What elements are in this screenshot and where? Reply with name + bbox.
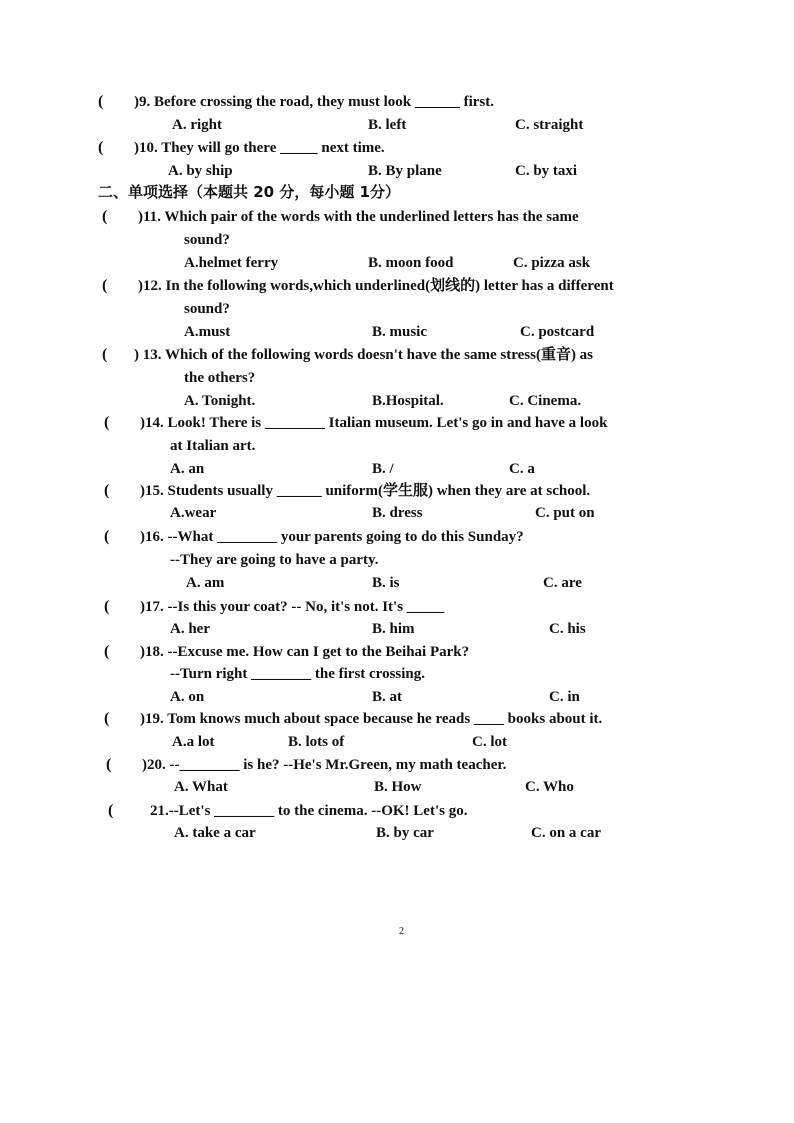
option-b: B. at (372, 689, 402, 705)
option-a: A. What (174, 779, 228, 795)
question-12-cont: sound? (184, 301, 230, 317)
answer-paren: ( (98, 139, 104, 156)
option-c: C. pizza ask (513, 255, 591, 271)
option-b: B. him (372, 621, 415, 637)
option-a: A.helmet ferry (184, 255, 279, 271)
option-b: B. by car (376, 825, 434, 841)
option-a: A.a lot (172, 734, 215, 750)
option-b: B. dress (372, 505, 423, 521)
question-14: )14. Look! There is ________ Italian museum. Let's go in and have a look (140, 415, 608, 431)
answer-paren: ( (106, 756, 112, 773)
question-13: ) 13. Which of the following words doesn't have the same stress(重音) as (134, 347, 594, 363)
question-17: )17. --Is this your coat? -- No, it's not. It's _____ (140, 599, 445, 615)
option-a: A. Tonight. (184, 393, 256, 409)
option-c: C. his (549, 621, 586, 637)
page-number: 2 (399, 926, 404, 937)
answer-paren: ( (104, 482, 110, 499)
question-13-cont: the others? (184, 370, 256, 386)
section-heading: 二、单项选择（本题共 20 分，每小题 1分） (98, 183, 400, 201)
option-c: C. postcard (520, 324, 595, 340)
answer-paren: ( (108, 802, 114, 819)
option-b: B. By plane (368, 163, 442, 179)
answer-paren: ( (104, 528, 110, 545)
option-c: C. put on (535, 505, 595, 521)
question-11-cont: sound? (184, 232, 230, 248)
answer-paren: ( (104, 414, 110, 431)
answer-paren: ( (104, 598, 110, 615)
option-b: B. is (372, 575, 400, 591)
question-12: )12. In the following words,which underlined(划线的) letter has a different (138, 278, 614, 294)
option-c: C. on a car (531, 825, 601, 841)
option-b: B. left (368, 117, 407, 133)
option-a: A. an (170, 461, 205, 477)
question-10: )10. They will go there _____ next time. (134, 140, 385, 156)
answer-paren: ( (102, 208, 108, 225)
option-c: C. by taxi (515, 163, 578, 179)
option-a: A.must (184, 324, 231, 340)
question-16-cont: --They are going to have a party. (170, 552, 379, 568)
question-16: )16. --What ________ your parents going to do this Sunday? (140, 529, 524, 545)
option-a: A. am (186, 575, 225, 591)
question-14-cont: at Italian art. (170, 438, 256, 454)
option-a: A. on (170, 689, 205, 705)
answer-paren: ( (104, 643, 110, 660)
option-c: C. Who (525, 779, 574, 795)
question-20: )20. --________ is he? --He's Mr.Green, my math teacher. (142, 757, 507, 773)
question-18-cont: --Turn right ________ the first crossing. (170, 666, 425, 682)
option-a: A. right (172, 117, 222, 133)
option-b: B. lots of (288, 734, 345, 750)
option-c: C. lot (472, 734, 507, 750)
option-a: A.wear (170, 505, 217, 521)
question-19: )19. Tom knows much about space because he reads ____ books about it. (140, 711, 603, 727)
option-c: C. straight (515, 117, 584, 133)
option-a: A. her (170, 621, 210, 637)
option-b: B. How (374, 779, 422, 795)
question-18: )18. --Excuse me. How can I get to the Beihai Park? (140, 644, 470, 660)
option-c: C. a (509, 461, 535, 477)
option-c: C. are (543, 575, 582, 591)
question-21: 21.--Let's ________ to the cinema. --OK! Let's go. (150, 803, 468, 819)
option-b: B. music (372, 324, 428, 340)
question-15: )15. Students usually ______ uniform(学生服) when they are at school. (140, 483, 591, 499)
question-11: )11. Which pair of the words with the underlined letters has the same (138, 209, 579, 225)
option-b: B.Hospital. (372, 393, 444, 409)
option-c: C. Cinema. (509, 393, 582, 409)
option-c: C. in (549, 689, 580, 705)
option-b: B. moon food (368, 255, 454, 271)
answer-paren: ( (102, 346, 108, 363)
answer-paren: ( (104, 710, 110, 727)
question-9: )9. Before crossing the road, they must look ______ first. (134, 94, 494, 110)
option-a: A. take a car (174, 825, 256, 841)
option-a: A. by ship (168, 163, 233, 179)
answer-paren: ( (102, 277, 108, 294)
option-b: B. / (372, 461, 394, 477)
answer-paren: ( (98, 93, 104, 110)
